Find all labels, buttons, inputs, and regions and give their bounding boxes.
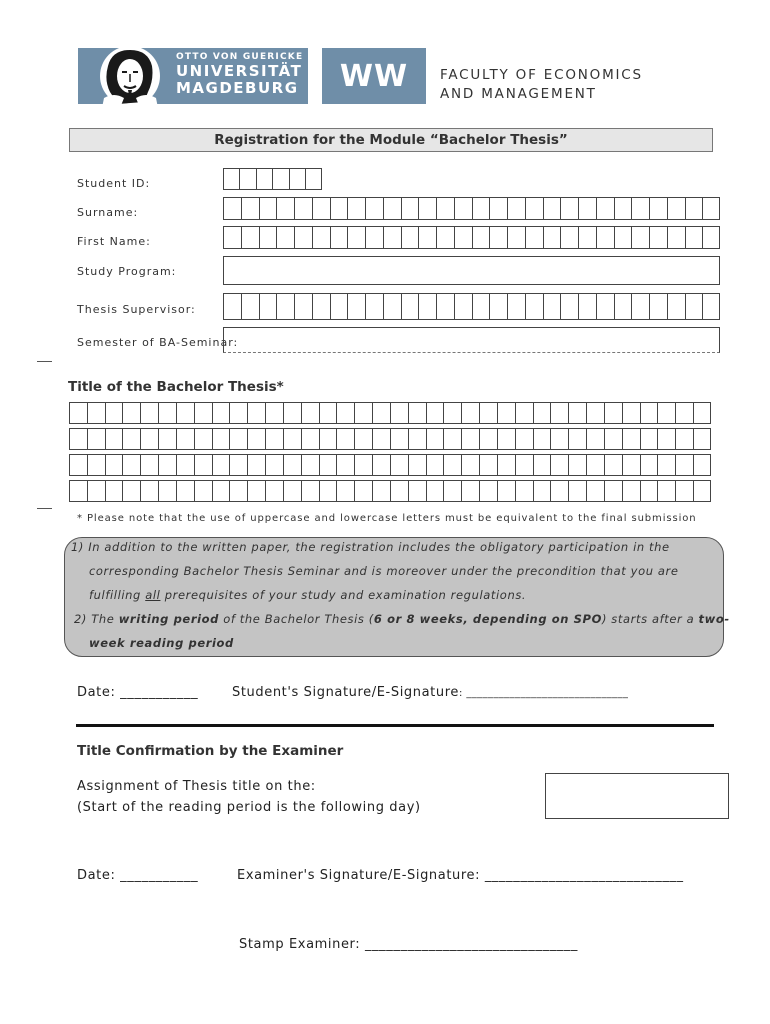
- char-cell[interactable]: [247, 454, 265, 476]
- char-cell[interactable]: [443, 454, 461, 476]
- char-cell[interactable]: [276, 197, 294, 220]
- faculty-name: [440, 66, 643, 104]
- char-cell[interactable]: [294, 293, 312, 320]
- char-cell[interactable]: [622, 428, 640, 450]
- faculty-line1: FACULTY OF ECONOMICS: [440, 67, 643, 83]
- char-cell[interactable]: [507, 197, 525, 220]
- char-cell[interactable]: [568, 480, 586, 502]
- char-cell[interactable]: [312, 293, 330, 320]
- char-cell[interactable]: [675, 428, 693, 450]
- char-cell[interactable]: [693, 454, 711, 476]
- char-cell[interactable]: [604, 454, 622, 476]
- char-cell[interactable]: [497, 454, 515, 476]
- char-cell[interactable]: [354, 428, 372, 450]
- char-cell[interactable]: [212, 402, 230, 424]
- char-cell[interactable]: [69, 428, 87, 450]
- char-cell[interactable]: [122, 428, 140, 450]
- student-signature-field[interactable]: Student's Signature/E-Signature: ______________________________: [232, 685, 629, 700]
- ww-logo: WW: [322, 48, 426, 104]
- char-cell[interactable]: [69, 480, 87, 502]
- char-cell[interactable]: [158, 454, 176, 476]
- char-cell[interactable]: [390, 402, 408, 424]
- char-cell[interactable]: [247, 428, 265, 450]
- char-cell[interactable]: [319, 428, 337, 450]
- char-cell[interactable]: [272, 168, 288, 190]
- char-cell[interactable]: [176, 480, 194, 502]
- assignment-label: Assignment of Thesis title on the:: [77, 779, 316, 794]
- char-cell[interactable]: [294, 226, 312, 249]
- char-cell[interactable]: [158, 428, 176, 450]
- char-cell[interactable]: [550, 428, 568, 450]
- study-program-input[interactable]: [223, 256, 720, 285]
- char-cell[interactable]: [507, 293, 525, 320]
- char-cell[interactable]: [568, 402, 586, 424]
- char-cell[interactable]: [312, 197, 330, 220]
- char-cell[interactable]: [640, 480, 658, 502]
- char-cell[interactable]: [223, 293, 241, 320]
- char-cell[interactable]: [301, 402, 319, 424]
- char-cell[interactable]: [675, 454, 693, 476]
- char-cell[interactable]: [479, 454, 497, 476]
- char-cell[interactable]: [604, 402, 622, 424]
- char-cell[interactable]: [604, 480, 622, 502]
- char-cell[interactable]: [265, 428, 283, 450]
- char-cell[interactable]: [497, 402, 515, 424]
- char-cell[interactable]: [241, 197, 259, 220]
- char-cell[interactable]: [560, 197, 578, 220]
- char-cell[interactable]: [408, 480, 426, 502]
- char-cell[interactable]: [336, 402, 354, 424]
- semester-seminar-input[interactable]: [223, 327, 720, 353]
- char-cell[interactable]: [436, 293, 454, 320]
- info-line-1: 1) In addition to the written paper, the registration includes the obligatory participation in the: [71, 540, 670, 554]
- char-cell[interactable]: [247, 402, 265, 424]
- char-cell[interactable]: [408, 402, 426, 424]
- char-cell[interactable]: [276, 293, 294, 320]
- info-line-5: week reading period: [89, 636, 234, 650]
- char-cell[interactable]: [372, 428, 390, 450]
- char-cell[interactable]: [158, 402, 176, 424]
- char-cell[interactable]: [479, 480, 497, 502]
- char-cell[interactable]: [383, 293, 401, 320]
- char-cell[interactable]: [276, 226, 294, 249]
- char-cell[interactable]: [408, 428, 426, 450]
- char-cell[interactable]: [461, 454, 479, 476]
- char-cell[interactable]: [586, 454, 604, 476]
- char-cell[interactable]: [443, 402, 461, 424]
- char-cell[interactable]: [105, 402, 123, 424]
- char-cell[interactable]: [105, 480, 123, 502]
- char-cell[interactable]: [550, 402, 568, 424]
- surname-label: Surname:: [77, 206, 139, 219]
- char-cell[interactable]: [283, 480, 301, 502]
- char-cell[interactable]: [122, 402, 140, 424]
- char-cell[interactable]: [212, 480, 230, 502]
- char-cell[interactable]: [578, 197, 596, 220]
- char-cell[interactable]: [507, 226, 525, 249]
- char-cell[interactable]: [194, 480, 212, 502]
- char-cell[interactable]: [347, 197, 365, 220]
- char-cell[interactable]: [105, 428, 123, 450]
- logo-text-line1: OTTO VON GUERICKE: [176, 52, 304, 62]
- char-cell[interactable]: [614, 226, 632, 249]
- char-cell[interactable]: [301, 454, 319, 476]
- char-cell[interactable]: [543, 293, 561, 320]
- margin-mark: [37, 361, 52, 362]
- char-cell[interactable]: [472, 197, 490, 220]
- char-cell[interactable]: [596, 197, 614, 220]
- student-date-field[interactable]: Date: ___________: [77, 685, 199, 700]
- char-cell[interactable]: [560, 293, 578, 320]
- char-cell[interactable]: [336, 480, 354, 502]
- char-cell[interactable]: [140, 480, 158, 502]
- char-cell[interactable]: [247, 480, 265, 502]
- char-cell[interactable]: [525, 197, 543, 220]
- form-title: Registration for the Module “Bachelor Thesis”: [69, 128, 713, 152]
- section-divider: [76, 724, 714, 727]
- char-cell[interactable]: [675, 402, 693, 424]
- logo-text-line2: UNIVERSITÄT: [176, 62, 303, 80]
- char-cell[interactable]: [383, 197, 401, 220]
- char-cell[interactable]: [640, 402, 658, 424]
- char-cell[interactable]: [140, 428, 158, 450]
- char-cell[interactable]: [614, 293, 632, 320]
- char-cell[interactable]: [336, 428, 354, 450]
- char-cell[interactable]: [479, 428, 497, 450]
- char-cell[interactable]: [426, 402, 444, 424]
- assignment-note: (Start of the reading period is the following day): [77, 800, 421, 815]
- char-cell[interactable]: [259, 293, 277, 320]
- char-cell[interactable]: [301, 428, 319, 450]
- char-cell[interactable]: [586, 402, 604, 424]
- char-cell[interactable]: [265, 402, 283, 424]
- char-cell[interactable]: [259, 197, 277, 220]
- char-cell[interactable]: [194, 428, 212, 450]
- char-cell[interactable]: [497, 480, 515, 502]
- first-name-input[interactable]: [223, 226, 720, 249]
- char-cell[interactable]: [69, 454, 87, 476]
- char-cell[interactable]: [372, 402, 390, 424]
- char-cell[interactable]: [229, 454, 247, 476]
- char-cell[interactable]: [702, 197, 720, 220]
- char-cell[interactable]: [586, 480, 604, 502]
- char-cell[interactable]: [223, 197, 241, 220]
- char-cell[interactable]: [330, 197, 348, 220]
- char-cell[interactable]: [454, 226, 472, 249]
- char-cell[interactable]: [87, 480, 105, 502]
- char-cell[interactable]: [283, 402, 301, 424]
- char-cell[interactable]: [631, 293, 649, 320]
- char-cell[interactable]: [223, 168, 239, 190]
- char-cell[interactable]: [301, 480, 319, 502]
- char-cell[interactable]: [560, 226, 578, 249]
- char-cell[interactable]: [336, 454, 354, 476]
- char-cell[interactable]: [657, 402, 675, 424]
- char-cell[interactable]: [390, 454, 408, 476]
- char-cell[interactable]: [408, 454, 426, 476]
- char-cell[interactable]: [685, 197, 703, 220]
- char-cell[interactable]: [657, 480, 675, 502]
- char-cell[interactable]: [515, 402, 533, 424]
- char-cell[interactable]: [622, 454, 640, 476]
- char-cell[interactable]: [543, 197, 561, 220]
- guericke-portrait-icon: [84, 48, 172, 104]
- university-logo: [78, 48, 308, 104]
- char-cell[interactable]: [702, 226, 720, 249]
- thesis-title-row-2[interactable]: [69, 428, 711, 450]
- char-cell[interactable]: [283, 454, 301, 476]
- char-cell[interactable]: [461, 480, 479, 502]
- char-cell[interactable]: [667, 293, 685, 320]
- char-cell[interactable]: [489, 293, 507, 320]
- char-cell[interactable]: [347, 226, 365, 249]
- char-cell[interactable]: [693, 428, 711, 450]
- char-cell[interactable]: [515, 480, 533, 502]
- char-cell[interactable]: [454, 293, 472, 320]
- char-cell[interactable]: [533, 402, 551, 424]
- char-cell[interactable]: [122, 454, 140, 476]
- study-program-label: Study Program:: [77, 265, 177, 278]
- char-cell[interactable]: [426, 480, 444, 502]
- char-cell[interactable]: [596, 293, 614, 320]
- info-line-4: 2) The writing period of the Bachelor Thesis (6 or 8 weeks, depending on SPO) starts after a two-: [74, 612, 730, 626]
- char-cell[interactable]: [489, 226, 507, 249]
- char-cell[interactable]: [649, 226, 667, 249]
- char-cell[interactable]: [239, 168, 255, 190]
- margin-mark: [37, 508, 52, 509]
- char-cell[interactable]: [525, 226, 543, 249]
- char-cell[interactable]: [479, 402, 497, 424]
- char-cell[interactable]: [533, 428, 551, 450]
- char-cell[interactable]: [241, 226, 259, 249]
- char-cell[interactable]: [443, 480, 461, 502]
- char-cell[interactable]: [461, 428, 479, 450]
- char-cell[interactable]: [515, 428, 533, 450]
- student-id-input[interactable]: [223, 168, 322, 190]
- char-cell[interactable]: [87, 428, 105, 450]
- char-cell[interactable]: [354, 480, 372, 502]
- char-cell[interactable]: [436, 226, 454, 249]
- char-cell[interactable]: [372, 480, 390, 502]
- char-cell[interactable]: [259, 226, 277, 249]
- char-cell[interactable]: [265, 454, 283, 476]
- char-cell[interactable]: [294, 197, 312, 220]
- char-cell[interactable]: [194, 402, 212, 424]
- char-cell[interactable]: [578, 226, 596, 249]
- char-cell[interactable]: [667, 197, 685, 220]
- char-cell[interactable]: [657, 454, 675, 476]
- char-cell[interactable]: [454, 197, 472, 220]
- char-cell[interactable]: [685, 293, 703, 320]
- case-note: * Please note that the use of uppercase and lowercase letters must be equivalent to the final submission: [77, 513, 697, 524]
- char-cell[interactable]: [568, 454, 586, 476]
- info-line-3: fulfilling all prerequisites of your study and examination regulations.: [89, 588, 527, 602]
- char-cell[interactable]: [330, 293, 348, 320]
- char-cell[interactable]: [614, 197, 632, 220]
- char-cell[interactable]: [176, 428, 194, 450]
- char-cell[interactable]: [418, 197, 436, 220]
- char-cell[interactable]: [631, 197, 649, 220]
- char-cell[interactable]: [631, 226, 649, 249]
- char-cell[interactable]: [586, 428, 604, 450]
- char-cell[interactable]: [212, 428, 230, 450]
- char-cell[interactable]: [390, 480, 408, 502]
- char-cell[interactable]: [229, 480, 247, 502]
- student-id-label: Student ID:: [77, 177, 151, 190]
- char-cell[interactable]: [622, 480, 640, 502]
- thesis-title-row-1[interactable]: [69, 402, 711, 424]
- char-cell[interactable]: [229, 402, 247, 424]
- char-cell[interactable]: [319, 480, 337, 502]
- char-cell[interactable]: [365, 293, 383, 320]
- char-cell[interactable]: [568, 428, 586, 450]
- char-cell[interactable]: [390, 428, 408, 450]
- info-box: [64, 537, 730, 657]
- char-cell[interactable]: [305, 168, 321, 190]
- semester-seminar-label: Semester of BA-Seminar:: [77, 336, 239, 349]
- char-cell[interactable]: [497, 428, 515, 450]
- first-name-label: First Name:: [77, 235, 151, 248]
- char-cell[interactable]: [212, 454, 230, 476]
- char-cell[interactable]: [401, 293, 419, 320]
- char-cell[interactable]: [550, 454, 568, 476]
- char-cell[interactable]: [702, 293, 720, 320]
- thesis-title-row-3[interactable]: [69, 454, 711, 476]
- char-cell[interactable]: [472, 226, 490, 249]
- char-cell[interactable]: [330, 226, 348, 249]
- char-cell[interactable]: [436, 197, 454, 220]
- char-cell[interactable]: [365, 226, 383, 249]
- char-cell[interactable]: [241, 293, 259, 320]
- char-cell[interactable]: [223, 226, 241, 249]
- examiner-heading: Title Confirmation by the Examiner: [77, 743, 344, 759]
- char-cell[interactable]: [418, 293, 436, 320]
- char-cell[interactable]: [194, 454, 212, 476]
- char-cell[interactable]: [649, 197, 667, 220]
- thesis-supervisor-input[interactable]: [223, 293, 720, 320]
- char-cell[interactable]: [622, 402, 640, 424]
- char-cell[interactable]: [122, 480, 140, 502]
- examiner-date-field[interactable]: Date: ___________: [77, 868, 199, 883]
- examiner-signature-field[interactable]: Examiner's Signature/E-Signature: ____________________________: [237, 868, 684, 883]
- logo-text-line3: MAGDEBURG: [176, 79, 299, 97]
- char-cell[interactable]: [256, 168, 272, 190]
- char-cell[interactable]: [312, 226, 330, 249]
- faculty-line2: AND MANAGEMENT: [440, 86, 597, 102]
- char-cell[interactable]: [105, 454, 123, 476]
- char-cell[interactable]: [401, 226, 419, 249]
- char-cell[interactable]: [140, 402, 158, 424]
- char-cell[interactable]: [693, 480, 711, 502]
- char-cell[interactable]: [383, 226, 401, 249]
- char-cell[interactable]: [347, 293, 365, 320]
- char-cell[interactable]: [354, 402, 372, 424]
- char-cell[interactable]: [649, 293, 667, 320]
- char-cell[interactable]: [319, 454, 337, 476]
- assignment-date-input[interactable]: [545, 773, 729, 819]
- char-cell[interactable]: [604, 428, 622, 450]
- char-cell[interactable]: [283, 428, 301, 450]
- char-cell[interactable]: [426, 454, 444, 476]
- stamp-examiner-field[interactable]: Stamp Examiner: ______________________________: [239, 937, 578, 952]
- char-cell[interactable]: [319, 402, 337, 424]
- char-cell[interactable]: [443, 428, 461, 450]
- char-cell[interactable]: [667, 226, 685, 249]
- char-cell[interactable]: [69, 402, 87, 424]
- thesis-title-heading: Title of the Bachelor Thesis*: [68, 379, 284, 395]
- char-cell[interactable]: [265, 480, 283, 502]
- char-cell[interactable]: [418, 226, 436, 249]
- char-cell[interactable]: [578, 293, 596, 320]
- char-cell[interactable]: [693, 402, 711, 424]
- info-line-2: corresponding Bachelor Thesis Seminar and is moreover under the precondition that you are: [89, 564, 679, 578]
- char-cell[interactable]: [140, 454, 158, 476]
- char-cell[interactable]: [640, 428, 658, 450]
- char-cell[interactable]: [158, 480, 176, 502]
- char-cell[interactable]: [229, 428, 247, 450]
- char-cell[interactable]: [657, 428, 675, 450]
- char-cell[interactable]: [675, 480, 693, 502]
- surname-input[interactable]: [223, 197, 720, 220]
- char-cell[interactable]: [489, 197, 507, 220]
- char-cell[interactable]: [87, 402, 105, 424]
- char-cell[interactable]: [354, 454, 372, 476]
- char-cell[interactable]: [365, 197, 383, 220]
- char-cell[interactable]: [525, 293, 543, 320]
- char-cell[interactable]: [533, 480, 551, 502]
- thesis-title-row-4[interactable]: [69, 480, 711, 502]
- char-cell[interactable]: [472, 293, 490, 320]
- char-cell[interactable]: [461, 402, 479, 424]
- thesis-supervisor-label: Thesis Supervisor:: [77, 303, 196, 316]
- char-cell[interactable]: [550, 480, 568, 502]
- char-cell[interactable]: [515, 454, 533, 476]
- char-cell[interactable]: [533, 454, 551, 476]
- char-cell[interactable]: [289, 168, 305, 190]
- char-cell[interactable]: [176, 402, 194, 424]
- char-cell[interactable]: [401, 197, 419, 220]
- char-cell[interactable]: [372, 454, 390, 476]
- char-cell[interactable]: [685, 226, 703, 249]
- char-cell[interactable]: [596, 226, 614, 249]
- char-cell[interactable]: [640, 454, 658, 476]
- char-cell[interactable]: [176, 454, 194, 476]
- char-cell[interactable]: [426, 428, 444, 450]
- char-cell[interactable]: [87, 454, 105, 476]
- char-cell[interactable]: [543, 226, 561, 249]
